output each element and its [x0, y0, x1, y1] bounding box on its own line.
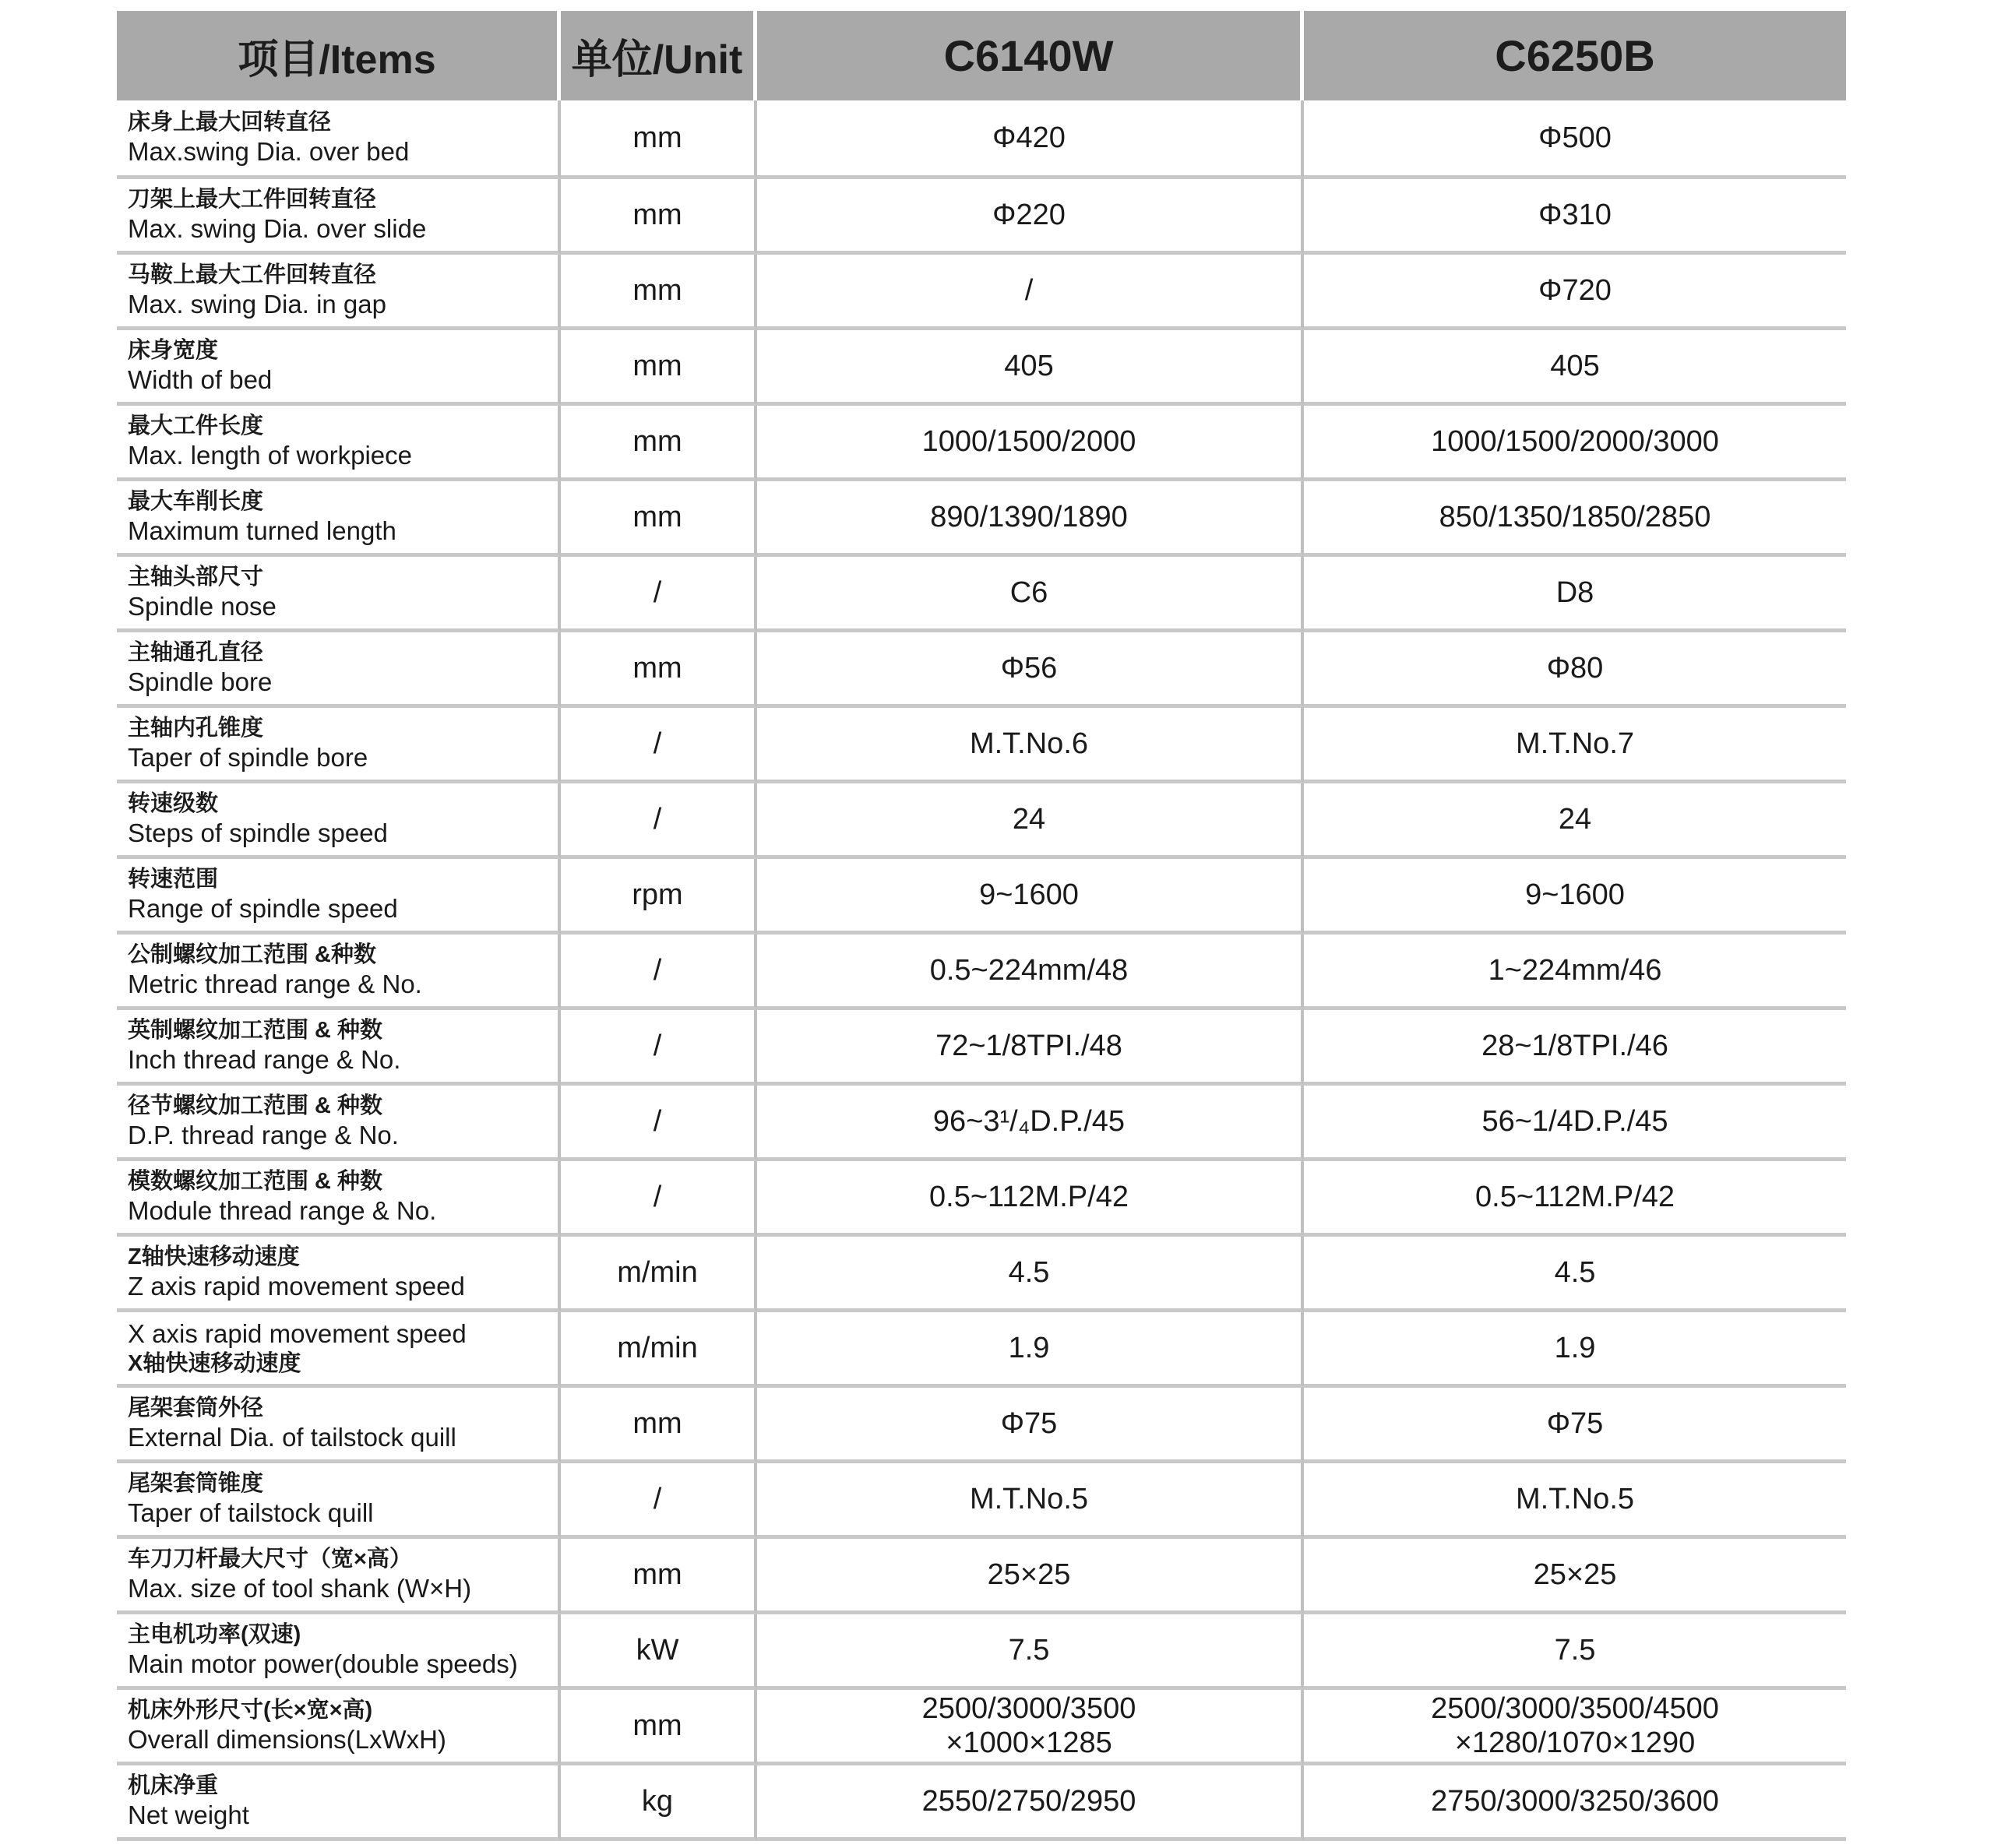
table-header	[117, 11, 1846, 100]
item-label-zh: 尾架套筒外径	[128, 1396, 264, 1420]
value-c6140w: 7.5	[757, 1614, 1304, 1690]
unit-cell: mm	[561, 330, 757, 406]
item-label-en: D.P. thread range & No.	[128, 1121, 399, 1149]
table-row	[117, 1312, 1846, 1388]
item-cell	[117, 1388, 561, 1463]
value-c6250b: 4.5	[1304, 1237, 1846, 1312]
value-c6140w: 4.5	[757, 1237, 1304, 1312]
item-label-en: Spindle bore	[128, 667, 273, 696]
item-label-zh: 最大车削长度	[128, 489, 264, 514]
item-label-en: Module thread range & No.	[128, 1196, 437, 1225]
value-c6250b-line1: 2500/3000/3500/4500	[1431, 1692, 1719, 1725]
value-c6250b: M.T.No.7	[1304, 708, 1846, 783]
header-items: 项目/Items	[117, 11, 561, 100]
item-cell	[117, 859, 561, 935]
unit-cell: /	[561, 1010, 757, 1086]
item-cell	[117, 330, 561, 406]
item-label-en: Max. size of tool shank (W×H)	[128, 1574, 472, 1603]
value-c6250b: 0.5~112M.P/42	[1304, 1161, 1846, 1237]
item-cell	[117, 632, 561, 708]
unit-cell: /	[561, 783, 757, 859]
header-row	[117, 11, 1846, 100]
table-row	[117, 330, 1846, 406]
item-cell	[117, 1086, 561, 1161]
unit-cell: mm	[561, 481, 757, 557]
item-label-en: X axis rapid movement speed	[128, 1319, 467, 1348]
item-label-zh: X轴快速移动速度	[128, 1351, 301, 1376]
item-cell	[117, 1539, 561, 1614]
value-c6250b	[1304, 1690, 1846, 1765]
unit-cell: mm	[561, 1690, 757, 1765]
value-c6250b: 24	[1304, 783, 1846, 859]
item-label-zh: 径节螺纹加工范围 & 种数	[128, 1093, 383, 1118]
value-c6140w: 890/1390/1890	[757, 481, 1304, 557]
item-label-zh: 主轴内孔锥度	[128, 716, 264, 741]
value-c6140w: 72~1/8TPI./48	[757, 1010, 1304, 1086]
value-c6250b: 25×25	[1304, 1539, 1846, 1614]
item-label-en: External Dia. of tailstock quill	[128, 1423, 456, 1452]
table-row	[117, 1690, 1846, 1765]
value-c6140w-line1: 2500/3000/3500	[921, 1692, 1136, 1725]
value-c6140w: /	[757, 255, 1304, 330]
item-cell	[117, 708, 561, 783]
item-cell	[117, 255, 561, 330]
item-label-zh: 最大工件长度	[128, 414, 264, 438]
unit-cell: kW	[561, 1614, 757, 1690]
value-c6140w: 24	[757, 783, 1304, 859]
item-label-zh: 公制螺纹加工范围 &种数	[128, 942, 377, 967]
item-cell	[117, 100, 561, 179]
header-unit: 单位/Unit	[561, 11, 757, 100]
unit-cell: mm	[561, 100, 757, 179]
item-label-en: Taper of tailstock quill	[128, 1498, 374, 1527]
item-cell	[117, 1690, 561, 1765]
item-cell	[117, 1463, 561, 1539]
item-label-zh: 马鞍上最大工件回转直径	[128, 262, 377, 287]
item-label-en: Spindle nose	[128, 592, 277, 621]
item-label-zh: 主电机功率(双速)	[128, 1622, 301, 1647]
table-row	[117, 1161, 1846, 1237]
item-label-en: Max. swing Dia. over slide	[128, 214, 427, 243]
value-c6140w: 2550/2750/2950	[757, 1765, 1304, 1841]
value-c6250b: 1.9	[1304, 1312, 1846, 1388]
item-cell	[117, 1161, 561, 1237]
table-row	[117, 1463, 1846, 1539]
value-c6250b: Φ310	[1304, 179, 1846, 255]
table-row	[117, 1010, 1846, 1086]
table-row	[117, 1765, 1846, 1841]
table-row	[117, 100, 1846, 179]
item-label-en: Z axis rapid movement speed	[128, 1272, 465, 1301]
item-label-zh: 主轴通孔直径	[128, 640, 264, 665]
item-label-en: Max.swing Dia. over bed	[128, 137, 410, 166]
table-row	[117, 632, 1846, 708]
item-label-en: Steps of spindle speed	[128, 818, 388, 847]
value-c6140w: C6	[757, 557, 1304, 632]
table-row	[117, 859, 1846, 935]
value-c6140w: 405	[757, 330, 1304, 406]
header-model-c6250b: C6250B	[1304, 11, 1846, 100]
unit-cell: mm	[561, 1539, 757, 1614]
value-c6140w: 1.9	[757, 1312, 1304, 1388]
item-label-en: Metric thread range & No.	[128, 970, 422, 998]
item-cell	[117, 179, 561, 255]
value-c6140w: Φ75	[757, 1388, 1304, 1463]
table-row	[117, 557, 1846, 632]
value-c6250b: D8	[1304, 557, 1846, 632]
item-label-en: Taper of spindle bore	[128, 743, 368, 772]
value-c6140w: M.T.No.5	[757, 1463, 1304, 1539]
table-row	[117, 1614, 1846, 1690]
item-label-zh: 转速级数	[128, 791, 219, 816]
value-c6140w-line2: ×1000×1285	[946, 1727, 1112, 1759]
item-label-zh: 刀架上最大工件回转直径	[128, 187, 377, 212]
item-label-en: Net weight	[128, 1800, 249, 1829]
value-c6250b: 1000/1500/2000/3000	[1304, 406, 1846, 481]
value-c6250b: 405	[1304, 330, 1846, 406]
item-cell	[117, 1312, 561, 1388]
item-label-en: Inch thread range & No.	[128, 1045, 401, 1074]
value-c6250b: 56~1/4D.P./45	[1304, 1086, 1846, 1161]
item-label-en: Range of spindle speed	[128, 894, 398, 923]
item-label-en: Max. swing Dia. in gap	[128, 290, 386, 319]
unit-cell: mm	[561, 179, 757, 255]
unit-cell: mm	[561, 1388, 757, 1463]
item-label-en: Width of bed	[128, 365, 273, 394]
table-row	[117, 179, 1846, 255]
item-label-zh: Z轴快速移动速度	[128, 1244, 300, 1269]
item-label-zh: 床身上最大回转直径	[128, 110, 332, 135]
unit-cell: mm	[561, 255, 757, 330]
value-c6250b: Φ80	[1304, 632, 1846, 708]
unit-cell: kg	[561, 1765, 757, 1841]
item-cell	[117, 935, 561, 1010]
item-label-en: Main motor power(double speeds)	[128, 1649, 518, 1678]
item-label-zh: 机床外形尺寸(长×宽×高)	[128, 1698, 373, 1723]
unit-cell: m/min	[561, 1237, 757, 1312]
table-row	[117, 783, 1846, 859]
value-c6140w: 96~3¹/₄D.P./45	[757, 1086, 1304, 1161]
table-row	[117, 255, 1846, 330]
item-label-zh: 主轴头部尺寸	[128, 565, 264, 590]
value-c6250b: M.T.No.5	[1304, 1463, 1846, 1539]
unit-cell: /	[561, 557, 757, 632]
item-label-zh: 尾架套筒锥度	[128, 1471, 264, 1496]
value-c6250b: Φ500	[1304, 100, 1846, 179]
unit-cell: /	[561, 1161, 757, 1237]
item-label-zh: 模数螺纹加工范围 & 种数	[128, 1169, 383, 1194]
value-c6250b: 9~1600	[1304, 859, 1846, 935]
unit-cell: m/min	[561, 1312, 757, 1388]
item-cell	[117, 1237, 561, 1312]
table-row	[117, 406, 1846, 481]
value-c6250b: 2750/3000/3250/3600	[1304, 1765, 1846, 1841]
table-row	[117, 1086, 1846, 1161]
unit-cell: rpm	[561, 859, 757, 935]
value-c6140w: 25×25	[757, 1539, 1304, 1614]
item-cell	[117, 1010, 561, 1086]
value-c6140w: 9~1600	[757, 859, 1304, 935]
table-row	[117, 1539, 1846, 1614]
value-c6140w: Φ420	[757, 100, 1304, 179]
value-c6140w: Φ220	[757, 179, 1304, 255]
value-c6250b: 7.5	[1304, 1614, 1846, 1690]
value-c6250b: Φ75	[1304, 1388, 1846, 1463]
value-c6140w	[757, 1690, 1304, 1765]
table-row	[117, 935, 1846, 1010]
item-label-zh: 英制螺纹加工范围 & 种数	[128, 1018, 383, 1043]
item-label-zh: 床身宽度	[128, 338, 219, 363]
table-body	[117, 100, 1846, 1841]
unit-cell: mm	[561, 632, 757, 708]
item-cell	[117, 1614, 561, 1690]
item-label-zh: 转速范围	[128, 867, 219, 892]
item-cell	[117, 406, 561, 481]
item-cell	[117, 481, 561, 557]
item-cell	[117, 1765, 561, 1841]
unit-cell: mm	[561, 406, 757, 481]
item-cell	[117, 783, 561, 859]
item-label-zh: 车刀刀杆最大尺寸（宽×高）	[128, 1547, 412, 1572]
table-row	[117, 708, 1846, 783]
table-row	[117, 481, 1846, 557]
value-c6250b: Φ720	[1304, 255, 1846, 330]
unit-cell: /	[561, 708, 757, 783]
item-label-zh: 机床净重	[128, 1773, 219, 1798]
unit-cell: /	[561, 1463, 757, 1539]
value-c6140w: 0.5~224mm/48	[757, 935, 1304, 1010]
header-model-c6140w: C6140W	[757, 11, 1304, 100]
spec-table	[117, 11, 1846, 1841]
value-c6140w: 1000/1500/2000	[757, 406, 1304, 481]
table-row	[117, 1388, 1846, 1463]
item-label-en: Maximum turned length	[128, 516, 396, 545]
value-c6250b: 1~224mm/46	[1304, 935, 1846, 1010]
value-c6250b-line2: ×1280/1070×1290	[1454, 1727, 1696, 1759]
value-c6140w: 0.5~112M.P/42	[757, 1161, 1304, 1237]
item-label-en: Max. length of workpiece	[128, 441, 413, 470]
unit-cell: /	[561, 935, 757, 1010]
value-c6140w: M.T.No.6	[757, 708, 1304, 783]
table-row	[117, 1237, 1846, 1312]
item-label-en: Overall dimensions(LxWxH)	[128, 1725, 446, 1754]
item-cell	[117, 557, 561, 632]
value-c6250b: 28~1/8TPI./46	[1304, 1010, 1846, 1086]
unit-cell: /	[561, 1086, 757, 1161]
value-c6250b: 850/1350/1850/2850	[1304, 481, 1846, 557]
value-c6140w: Φ56	[757, 632, 1304, 708]
